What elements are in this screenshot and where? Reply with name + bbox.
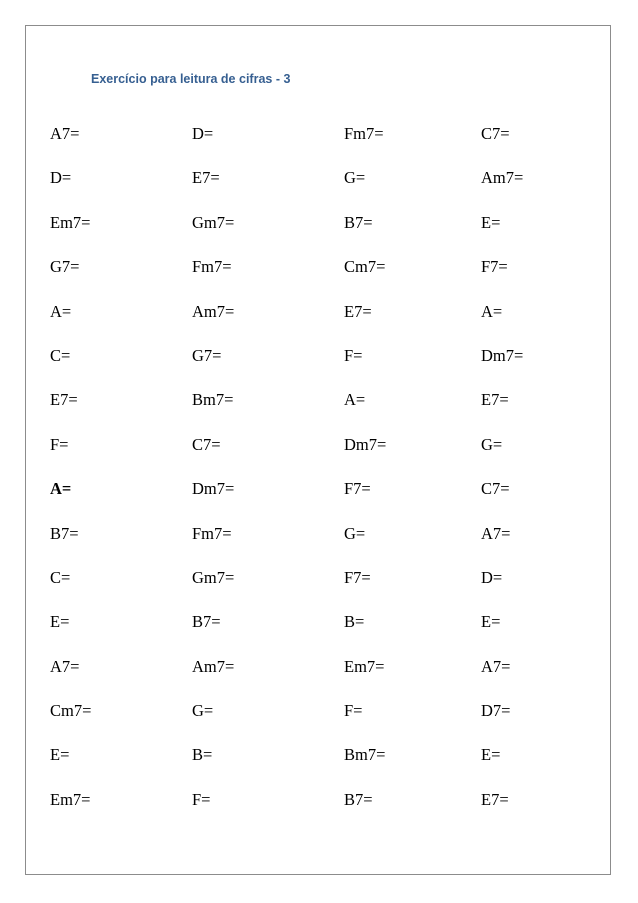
- chord-cell: C7=: [481, 479, 510, 499]
- chord-cell: D7=: [481, 701, 511, 721]
- chord-cell: Em7=: [344, 656, 385, 676]
- chord-cell: B7=: [344, 789, 373, 809]
- chord-cell: A7=: [50, 656, 80, 676]
- chord-cell: E7=: [50, 390, 78, 410]
- chord-cell: C7=: [192, 434, 221, 454]
- chord-cell: E7=: [192, 168, 220, 188]
- chord-cell: D=: [481, 567, 503, 587]
- chord-cell: D=: [50, 168, 72, 188]
- chord-cell: E=: [50, 612, 70, 632]
- chord-cell: A=: [50, 301, 72, 321]
- chord-cell: B=: [344, 612, 365, 632]
- chord-cell: G7=: [50, 257, 80, 277]
- chord-cell: Fm7=: [192, 523, 232, 543]
- chord-cell: D=: [192, 124, 214, 143]
- chord-cell: E7=: [344, 301, 372, 321]
- chord-cell: A=: [50, 479, 72, 499]
- chord-cell: F=: [344, 345, 363, 365]
- chord-cell: A=: [344, 390, 366, 410]
- chord-cell: Cm7=: [344, 257, 386, 277]
- chord-cell: F7=: [481, 257, 508, 277]
- chord-cell: G7=: [192, 345, 222, 365]
- chord-cell: E=: [481, 212, 501, 232]
- chord-cell: C=: [50, 345, 71, 365]
- chord-cell: Gm7=: [192, 567, 235, 587]
- chord-cell: Gm7=: [192, 212, 235, 232]
- chord-cell: A7=: [481, 523, 511, 543]
- chord-cell: B7=: [192, 612, 221, 632]
- chord-cell: Em7=: [50, 789, 91, 809]
- chord-cell: F7=: [344, 479, 371, 499]
- chord-cell: Am7=: [192, 301, 235, 321]
- page-border: [25, 25, 611, 875]
- chord-cell: C7=: [481, 124, 510, 143]
- chord-cell: G=: [344, 523, 366, 543]
- chord-cell: G=: [192, 701, 214, 721]
- chord-cell: F=: [50, 434, 69, 454]
- chord-cell: Fm7=: [344, 124, 384, 143]
- chord-cell: Am7=: [481, 168, 524, 188]
- chord-cell: Em7=: [50, 212, 91, 232]
- chord-cell: A=: [481, 301, 503, 321]
- chord-cell: F=: [192, 789, 211, 809]
- chord-cell: Am7=: [192, 656, 235, 676]
- chord-cell: Bm7=: [192, 390, 234, 410]
- chord-cell: F=: [344, 701, 363, 721]
- chord-cell: Cm7=: [50, 701, 92, 721]
- chord-cell: Dm7=: [344, 434, 387, 454]
- chord-cell: B7=: [344, 212, 373, 232]
- chord-cell: E7=: [481, 789, 509, 809]
- chord-cell: G=: [344, 168, 366, 188]
- chord-cell: E7=: [481, 390, 509, 410]
- chord-cell: B7=: [50, 523, 79, 543]
- chord-cell: Dm7=: [192, 479, 235, 499]
- chord-cell: B=: [192, 745, 213, 765]
- chord-cell: A7=: [50, 124, 80, 143]
- chord-cell: E=: [50, 745, 70, 765]
- chord-cell: C=: [50, 567, 71, 587]
- exercise-title: Exercício para leitura de cifras - 3: [91, 72, 291, 86]
- chord-cell: A7=: [481, 656, 511, 676]
- chord-cell: G=: [481, 434, 503, 454]
- chord-cell: F7=: [344, 567, 371, 587]
- chord-cell: E=: [481, 612, 501, 632]
- chord-cell: Fm7=: [192, 257, 232, 277]
- chord-cell: Dm7=: [481, 345, 524, 365]
- chord-cell: E=: [481, 745, 501, 765]
- chord-cell: Bm7=: [344, 745, 386, 765]
